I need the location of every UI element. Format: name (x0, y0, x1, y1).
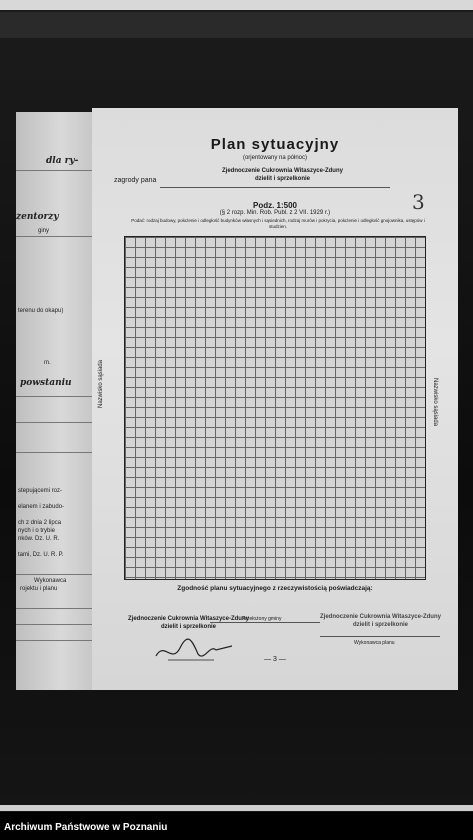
left-handwriting-2: zentorzy (16, 212, 59, 222)
left-rule (16, 170, 92, 171)
archive-footer (0, 812, 473, 840)
left-text: stepującemi roz- (18, 488, 63, 494)
left-text: rojektu i planu (20, 586, 58, 592)
left-rule (16, 608, 92, 609)
stamp-line: Zjednoczenie Cukrownia Witaszyce-Zduny (128, 616, 249, 622)
left-handwriting-1: dla ry- (46, 156, 79, 166)
instructions-text: Podać: rodzaj budowy, położenie i odległość budynków własnych i sąsiednich, rodzaj murów i pokrycia, położenie i odległość gnojownika, ustępów i studzien. (131, 218, 425, 229)
zagrody-line (160, 187, 390, 188)
archive-name: Archiwum Państwowe w Poznaniu (4, 822, 168, 833)
stamp-bottom-left (128, 615, 249, 631)
left-text: giny (38, 228, 50, 234)
neighbor-label-left: Nazwisko sąsiada (98, 359, 104, 408)
handwritten-number: 3 (412, 190, 425, 214)
zagrody-label: zagrody pana (114, 177, 157, 184)
stamp-line: dzielit i sprzelkonie (352, 622, 408, 628)
left-text: terenu do okapu) (18, 308, 64, 314)
left-text: ch z dnia 2 lipca (18, 520, 62, 526)
left-text: elanem i zabudo- (18, 504, 65, 510)
stamp-bottom-right (320, 613, 441, 629)
certification-text: Zgodność planu sytuacyjnego z rzeczywistością poświadczają: (177, 585, 373, 592)
plan-page (92, 108, 458, 690)
neighbor-label-right: Nazwisko sąsiada (432, 378, 438, 427)
left-text: m. (44, 360, 51, 366)
left-rule (16, 574, 92, 575)
stamp-line: Zjednoczenie Cukrownia Witaszyce-Zduny (320, 614, 441, 620)
stamp-line: dzielit i sprzelkonie (254, 176, 310, 182)
law-reference: (§ 2 rozp. Min. Rob. Publ. z 2 VII. 1929 r.) (219, 210, 331, 216)
left-text: tami, Dz. U. R. P. (18, 552, 64, 558)
film-edge-bottom (0, 805, 473, 811)
film-band (0, 12, 473, 38)
plan-subtitle: (orjentowany na północ) (242, 155, 308, 161)
left-text: Wykonawca (34, 578, 67, 584)
left-text: nków. Dz. U. R. (18, 536, 60, 542)
left-rule (16, 396, 92, 397)
plan-title: Plan sytuacyjny (210, 136, 340, 153)
scale-label: Podz. 1:500 (252, 201, 297, 210)
left-rule (16, 236, 92, 237)
company-stamp (222, 167, 343, 183)
contractor-caption: Wykonawca planu (354, 640, 395, 646)
left-page (16, 112, 92, 690)
plan-grid (124, 236, 426, 580)
left-rule (16, 624, 92, 625)
left-handwriting-3: powstaniu (20, 378, 72, 388)
stamp-line: Zjednoczenie Cukrownia Witaszyce-Zduny (222, 168, 343, 174)
signature-line (210, 622, 320, 623)
left-rule (16, 422, 92, 423)
mayor-caption: Przełożony gminy (242, 616, 282, 622)
stamp-line: dzielit i sprzelkonie (160, 624, 216, 630)
left-text: nych i o trybie (18, 528, 56, 534)
left-rule (16, 640, 92, 641)
film-edge-top (0, 0, 473, 10)
signature-line (320, 636, 440, 637)
page-number: — 3 — (264, 656, 286, 663)
left-rule (16, 452, 92, 453)
